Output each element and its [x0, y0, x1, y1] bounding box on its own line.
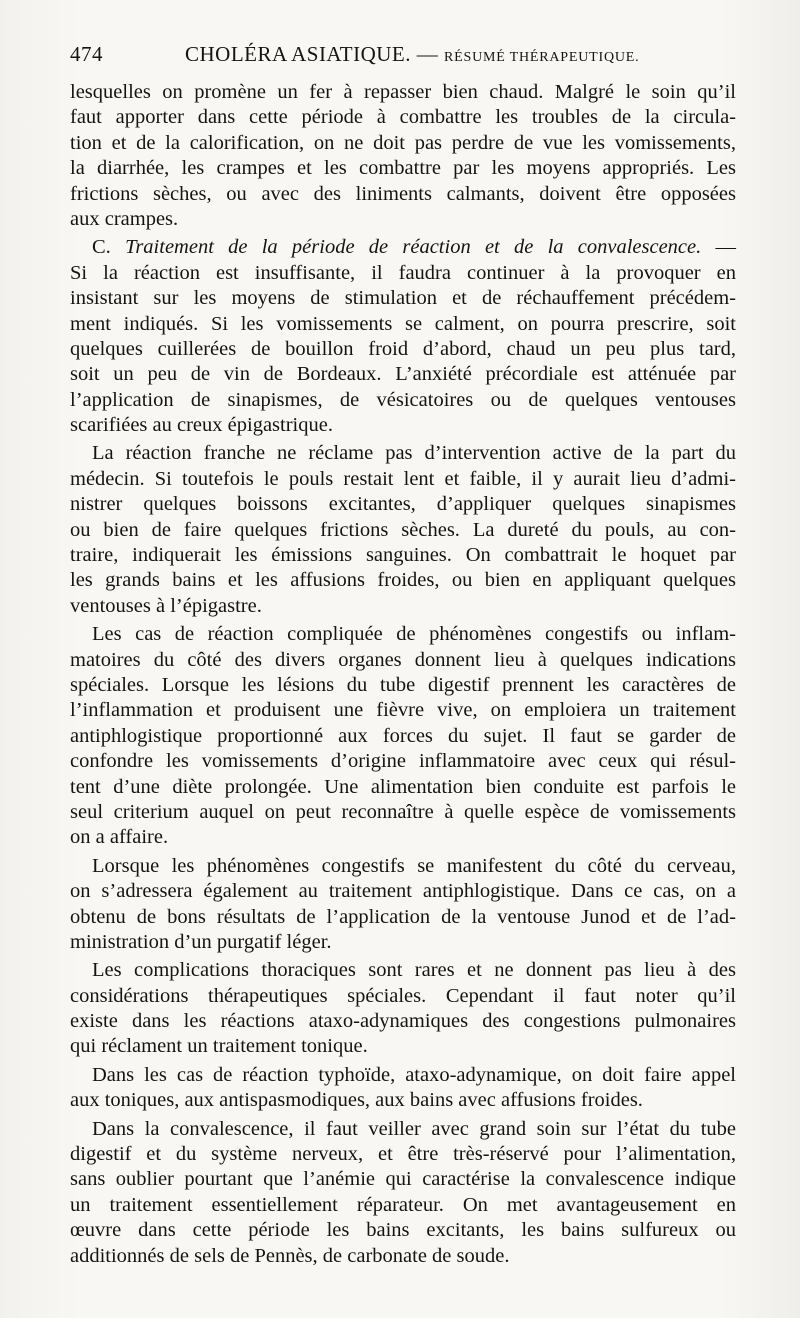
text-line: Lorsque les phénomènes congestifs se manifestent du côté du cerveau, [92, 854, 736, 877]
text-line: confondre les vomissements d’origine inflammatoire avec ceux qui résul- [70, 750, 736, 773]
section-prefix: C. [92, 236, 111, 259]
text-line: ventouses à l’épigastre. [70, 594, 262, 617]
text-line: Dans la convalescence, il faut veiller avec grand soin sur l’état du tube [92, 1117, 736, 1140]
text-line: Les complications thoraciques sont rares et ne donnent pas lieu à des [92, 959, 736, 982]
text-line: nistrer quelques boissons excitantes, d’appliquer quelques sinapismes [70, 493, 736, 516]
text-line: insistant sur les moyens de stimulation et de réchauffement précédem- [70, 287, 736, 310]
text-line: digestif et du système nerveux, et être très-réservé pour l’alimentation, [70, 1143, 736, 1166]
text-line: tion et de la calorification, on ne doit pas perdre de vue les vomissements, [70, 131, 736, 154]
text-line: on s’adressera également au traitement antiphlogistique. Dans ce cas, on a [70, 880, 736, 903]
text-line: la diarrhée, les crampes et les combattre par les moyens appropriés. Les [70, 157, 736, 180]
text-line: matoires du côté des divers organes donnent lieu à quelques indications [70, 648, 736, 671]
paragraph [70, 854, 736, 956]
text-line: qui réclament un traitement tonique. [70, 1035, 368, 1058]
text-line: ministration d’un purgatif léger. [70, 930, 332, 953]
text-line: l’application de sinapismes, de vésicatoires ou de quelques ventouses [70, 388, 736, 411]
text-line: quelques cuillerées de bouillon froid d’abord, chaud un peu plus tard, [70, 337, 736, 360]
section-heading-line [70, 235, 736, 260]
text-line: ou bien de faire quelques frictions sèches. La dureté du pouls, au con- [70, 518, 736, 541]
text-line: l’inflammation et produisent une fièvre vive, on emploiera un traitement [70, 699, 736, 722]
running-title [185, 42, 639, 67]
running-title-main: CHOLÉRA ASIATIQUE. — [185, 42, 439, 66]
section-dash: — [701, 236, 737, 259]
text-line: existe dans les réactions ataxo-adynamiques des congestions pulmonaires [70, 1010, 736, 1033]
text-line: ment indiqués. Si les vomissements se calment, on pourra prescrire, soit [70, 312, 736, 335]
text-line: les grands bains et les affusions froides, ou bien en appliquant quelques [70, 569, 736, 592]
text-line: sans oublier pourtant que l’anémie qui caractérise la convalescence indique [70, 1168, 736, 1191]
body-text [70, 80, 736, 1269]
text-line: soit un peu de vin de Bordeaux. L’anxiété précordiale est atténuée par [70, 363, 736, 386]
text-line: médecin. Si toutefois le pouls restait lent et faible, il y aurait lieu d’admi- [70, 467, 736, 490]
text-line: on a affaire. [70, 826, 169, 849]
paragraph [70, 80, 736, 232]
text-line: seul criterium auquel on peut reconnaître à quelle espèce de vomissements [70, 800, 736, 823]
text-line: tent d’une diète prolongée. Une alimentation bien conduite est parfois le [70, 775, 736, 798]
running-title-subtitle: RÉSUMÉ THÉRAPEUTIQUE. [444, 50, 640, 65]
paragraph [70, 1117, 736, 1269]
text-line: Si la réaction est insuffisante, il faudra continuer à la provoquer en [70, 261, 736, 284]
text-line: La réaction franche ne réclame pas d’intervention active de la part du [92, 442, 736, 465]
section-title: Traitement de la période de réaction et de la convalescence. [125, 236, 702, 259]
text-line: considérations thérapeutiques spéciales. Cependant il faut noter qu’il [70, 984, 736, 1007]
text-line: spéciales. Lorsque les lésions du tube digestif prennent les caractères de [70, 673, 736, 696]
text-line: antiphlogistique proportionné aux forces du sujet. Il faut se garder de [70, 724, 736, 747]
paragraph [70, 958, 736, 1060]
paragraph [70, 1063, 736, 1114]
paragraph-section-c [70, 235, 736, 438]
page-header [70, 42, 736, 72]
paragraph [70, 441, 736, 619]
text-line: traire, indiquerait les émissions sanguines. On combattrait le hoquet par [70, 544, 736, 567]
text-line: œuvre dans cette période les bains excitants, les bains sulfureux ou [70, 1219, 736, 1242]
text-line: scarifiées au creux épigastrique. [70, 414, 333, 437]
page-number: 474 [70, 42, 103, 66]
text-line: aux crampes. [70, 207, 179, 230]
text-line: lesquelles on promène un fer à repasser bien chaud. Malgré le soin qu’il [70, 81, 736, 103]
text-line: un traitement essentiellement réparateur. On met avantageusement en [70, 1193, 736, 1216]
paragraph [70, 622, 736, 851]
text-line: Dans les cas de réaction typhoïde, ataxo-adynamique, on doit faire appel [92, 1063, 736, 1086]
text-line: aux toniques, aux antispasmodiques, aux bains avec affusions froides. [70, 1089, 643, 1112]
text-line: faut apporter dans cette période à combattre les troubles de la circula- [70, 106, 736, 129]
text-line: obtenu de bons résultats de l’application de la ventouse Junod et de l’ad- [70, 905, 736, 928]
text-line: frictions sèches, ou avec des liniments calmants, doivent être opposées [70, 182, 736, 205]
text-line: additionnés de sels de Pennès, de carbonate de soude. [70, 1244, 510, 1267]
text-line: Les cas de réaction compliquée de phénomènes congestifs ou inflam- [92, 623, 736, 646]
